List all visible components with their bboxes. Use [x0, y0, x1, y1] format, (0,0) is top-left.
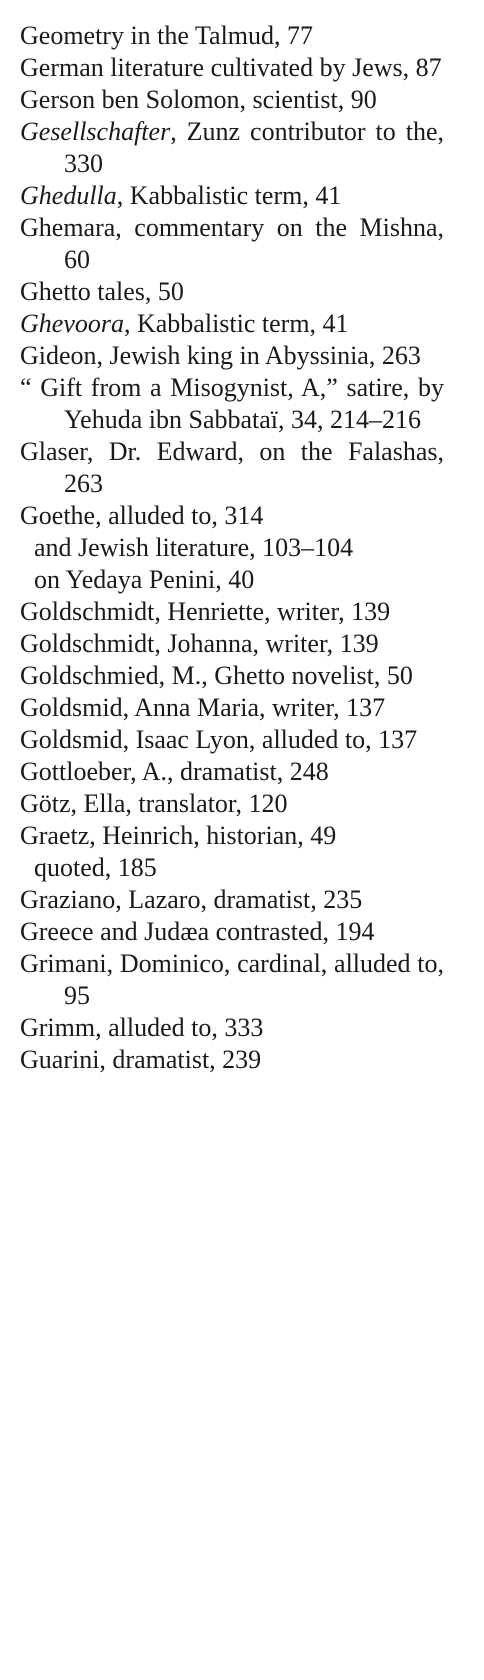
- entry-text: Glaser, Dr. Edward, on the Falashas, 263: [20, 437, 444, 498]
- index-entry: [20, 276, 444, 308]
- index-entry: [20, 340, 444, 372]
- index-page: [20, 20, 444, 1076]
- index-entry: [20, 20, 444, 52]
- index-subentry: [20, 564, 444, 596]
- index-entry: [20, 820, 444, 852]
- entry-italic-term: Gesellschafter: [20, 117, 171, 146]
- entry-text: Ghemara, commentary on the Mishna, 60: [20, 213, 444, 274]
- entry-text: Gottloeber, A., dramatist, 248: [20, 757, 329, 786]
- index-entry: [20, 788, 444, 820]
- index-entry: [20, 180, 444, 212]
- index-entry: [20, 500, 444, 532]
- entry-text: German literature cultivated by Jews, 87: [20, 53, 442, 82]
- index-entry: [20, 884, 444, 916]
- entry-text: Ghetto tales, 50: [20, 277, 184, 306]
- index-entry: [20, 692, 444, 724]
- index-entry: [20, 52, 444, 84]
- entry-italic-term: Ghevoora: [20, 309, 124, 338]
- index-entry: [20, 1044, 444, 1076]
- index-entry: [20, 916, 444, 948]
- index-subentry: [20, 852, 444, 884]
- entry-text: Goldschmied, M., Ghetto novelist, 50: [20, 661, 413, 690]
- index-entry: [20, 724, 444, 756]
- entry-italic-term: Ghedulla: [20, 181, 117, 210]
- entry-text: Graziano, Lazaro, dramatist, 235: [20, 885, 363, 914]
- entry-text: , Kabbalistic term, 41: [123, 309, 349, 338]
- entry-text: Götz, Ella, translator, 120: [20, 789, 288, 818]
- index-entry: [20, 948, 444, 1012]
- entry-text: Guarini, dramatist, 239: [20, 1045, 262, 1074]
- entry-text: Goethe, alluded to, 314: [20, 501, 264, 530]
- index-subentry: [20, 532, 444, 564]
- entry-text: “ Gift from a Misogynist, A,” satire, by Yehuda ibn Sabbataï, 34, 214–216: [20, 373, 444, 434]
- index-entry: [20, 1012, 444, 1044]
- index-entry: [20, 308, 444, 340]
- entry-text: Goldschmidt, Henriette, writer, 139: [20, 597, 391, 626]
- entry-text: Goldsmid, Anna Maria, writer, 137: [20, 693, 386, 722]
- index-entry: [20, 84, 444, 116]
- index-entry: [20, 212, 444, 276]
- entry-text: and Jewish literature, 103–104: [34, 533, 354, 562]
- entry-text: Grimani, Dominico, cardinal, alluded to, 95: [20, 949, 444, 1010]
- entry-text: Goldschmidt, Johanna, writer, 139: [20, 629, 379, 658]
- entry-text: Gerson ben Solomon, scientist, 90: [20, 85, 377, 114]
- entry-text: , Kabbalistic term, 41: [116, 181, 342, 210]
- index-entry: [20, 436, 444, 500]
- index-entry: [20, 628, 444, 660]
- entry-text: on Yedaya Penini, 40: [34, 565, 255, 594]
- entry-text: Goldsmid, Isaac Lyon, alluded to, 137: [20, 725, 418, 754]
- entry-text: Greece and Judæa contrasted, 194: [20, 917, 375, 946]
- index-entry: [20, 116, 444, 180]
- index-entry: [20, 756, 444, 788]
- entry-text: , Zunz contributor to the, 330: [64, 117, 444, 178]
- entry-text: quoted, 185: [34, 853, 157, 882]
- entry-text: Geometry in the Talmud, 77: [20, 21, 314, 50]
- index-entry: [20, 660, 444, 692]
- entry-text: Graetz, Heinrich, historian, 49: [20, 821, 337, 850]
- index-entry: [20, 372, 444, 436]
- entry-text: Grimm, alluded to, 333: [20, 1013, 264, 1042]
- entry-text: Gideon, Jewish king in Abyssinia, 263: [20, 341, 421, 370]
- index-entry: [20, 596, 444, 628]
